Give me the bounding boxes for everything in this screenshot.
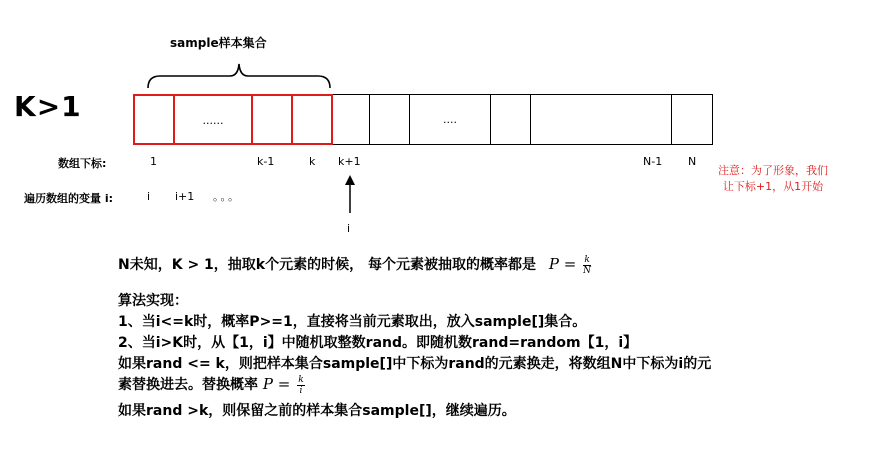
formula-fraction [297,375,304,396]
variable-value: i [147,190,151,203]
array-cell [671,94,713,145]
sample-cell-gap [173,94,253,145]
algorithm-step-2a: 如果rand <= k，则把样本集合sample[]中下标为rand的元素换走，将数组N中下标为i的元 [118,356,712,372]
formula-fraction [583,255,591,276]
sample-cell [291,94,333,145]
index-row-label: 数组下标: [58,157,107,170]
algorithm-step-3: 如果rand >k，则保留之前的样本集合sample[]，继续遍历。 [118,403,516,419]
index-value: k [309,155,316,168]
algorithm-step-1: 1、当i<=k时，概率P>=1，直接将当前元素取出，放入sample[]集合。 [118,314,587,330]
array-diagram [133,94,713,145]
variable-value: 。。。 [213,190,241,203]
index-value: N [688,155,697,168]
probability-statement [118,254,591,276]
array-cell [369,94,410,145]
fraction-numerator: k [298,374,304,385]
curly-brace-icon [146,60,332,90]
algorithm-heading: 算法实现： [118,293,188,309]
formula-lhs: P = [548,255,577,273]
sample-cell [251,94,293,145]
variable-value: i+1 [175,190,195,203]
array-cell [331,94,370,145]
sample-cell [133,94,175,145]
note-text: 注意：为了形象，我们让下标+1，从1开始 [718,164,828,193]
index-value: k+1 [338,155,361,168]
arrow-up-icon [344,175,356,213]
gap-dots: .... [443,113,457,126]
k-condition-title: K>1 [14,90,82,123]
formula-lhs: P = [262,375,291,393]
replace-probability-text: 素替换进去。替换概率 [118,377,258,393]
sample-set-title: sample样本集合 [170,36,267,50]
gap-dots: ...... [202,114,224,127]
algorithm-step-2b [118,374,305,396]
pointer-label: i [347,222,351,235]
array-cell [490,94,531,145]
variable-row-label: 遍历数组的变量 i: [24,192,113,205]
fraction-denominator: N [583,265,592,276]
fraction-denominator: i [299,385,303,396]
index-value: 1 [150,155,157,168]
fraction-numerator: k [584,254,590,265]
probability-text: N未知，K > 1，抽取k个元素的时候， 每个元素被抽取的概率都是 [118,257,536,273]
index-value: N-1 [643,155,663,168]
algorithm-step-2: 2、当i>K时，从【1，i】中随机取整数rand。即随机数rand=random【1，i】 [118,335,638,351]
array-cell-gap [409,94,491,145]
array-cell [530,94,672,145]
index-value: k-1 [257,155,275,168]
